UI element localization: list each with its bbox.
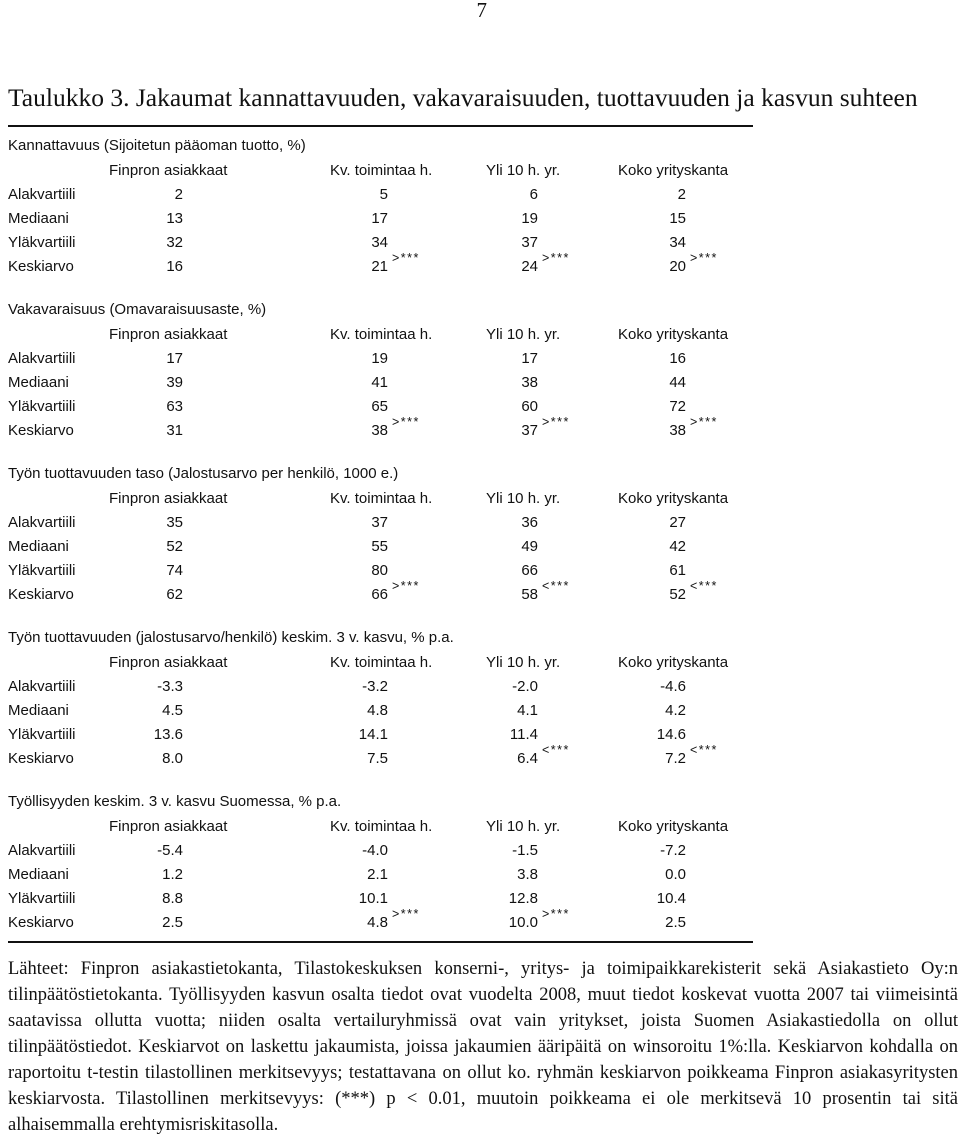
row-label: Alakvartiili bbox=[8, 186, 76, 203]
significance-marker: >*** bbox=[392, 251, 420, 265]
table-cell: 4.8 bbox=[367, 702, 388, 719]
table-cell: 4.5 bbox=[162, 702, 183, 719]
table-cell: 38 bbox=[521, 374, 538, 391]
table-cell: 2.5 bbox=[162, 914, 183, 931]
table-section bbox=[0, 463, 960, 627]
table-section bbox=[0, 299, 960, 463]
row-label: Alakvartiili bbox=[8, 842, 76, 859]
column-header: Yli 10 h. yr. bbox=[486, 654, 561, 671]
table-cell: 5 bbox=[379, 186, 388, 203]
column-header: Koko yrityskanta bbox=[618, 162, 729, 179]
table-bottom-rule bbox=[8, 941, 753, 943]
table-row bbox=[0, 560, 960, 584]
table-row bbox=[0, 232, 960, 256]
table-cell: 10.4 bbox=[656, 890, 686, 907]
significance-marker: <*** bbox=[690, 579, 718, 593]
table-cell: 10.1 bbox=[358, 890, 388, 907]
table-row bbox=[0, 840, 960, 864]
row-label: Alakvartiili bbox=[8, 514, 76, 531]
table-cell: 16 bbox=[669, 350, 686, 367]
table-cell: -5.4 bbox=[157, 842, 183, 859]
table-cell: 66 bbox=[371, 586, 388, 603]
table-row bbox=[0, 864, 960, 888]
table-row bbox=[0, 372, 960, 396]
table-cell: 63 bbox=[166, 398, 183, 415]
section-title: Työllisyyden keskim. 3 v. kasvu Suomessa, % p.a. bbox=[8, 793, 342, 810]
table-section bbox=[0, 627, 960, 791]
table-cell: 20 bbox=[669, 258, 686, 275]
table-cell: 44 bbox=[669, 374, 686, 391]
row-label: Alakvartiili bbox=[8, 678, 76, 695]
row-label: Keskiarvo bbox=[8, 422, 74, 439]
table-cell: 21 bbox=[371, 258, 388, 275]
table-cell: 7.2 bbox=[665, 750, 686, 767]
table-cell: -4.0 bbox=[362, 842, 388, 859]
table-cell: 38 bbox=[669, 422, 686, 439]
significance-marker: >*** bbox=[690, 251, 718, 265]
section-title: Kannattavuus (Sijoitetun pääoman tuotto, %) bbox=[8, 137, 306, 154]
table-row bbox=[0, 676, 960, 700]
significance-marker: >*** bbox=[392, 415, 420, 429]
significance-marker: >*** bbox=[542, 415, 570, 429]
table-row bbox=[0, 348, 960, 372]
row-label: Alakvartiili bbox=[8, 350, 76, 367]
section-title: Työn tuottavuuden taso (Jalostusarvo per henkilö, 1000 e.) bbox=[8, 465, 399, 482]
table-cell: -1.5 bbox=[512, 842, 538, 859]
table-row bbox=[0, 536, 960, 560]
row-label: Keskiarvo bbox=[8, 258, 74, 275]
table-cell: -7.2 bbox=[660, 842, 686, 859]
table-cell: 19 bbox=[521, 210, 538, 227]
table-row bbox=[0, 512, 960, 536]
table-cell: -4.6 bbox=[660, 678, 686, 695]
table-section bbox=[0, 135, 960, 299]
table-cell: 72 bbox=[669, 398, 686, 415]
table-row bbox=[0, 208, 960, 232]
table-row bbox=[0, 888, 960, 912]
table-cell: 27 bbox=[669, 514, 686, 531]
table-cell: 34 bbox=[669, 234, 686, 251]
table-cell: 13.6 bbox=[153, 726, 183, 743]
column-header: Finpron asiakkaat bbox=[109, 490, 228, 507]
significance-marker: >*** bbox=[392, 579, 420, 593]
table-cell: 2.1 bbox=[367, 866, 388, 883]
table-cell: 8.0 bbox=[162, 750, 183, 767]
significance-marker: >*** bbox=[542, 907, 570, 921]
table-cell: 17 bbox=[521, 350, 538, 367]
table-cell: 35 bbox=[166, 514, 183, 531]
row-label: Mediaani bbox=[8, 702, 69, 719]
table-cell: 14.1 bbox=[358, 726, 388, 743]
column-header: Koko yrityskanta bbox=[618, 818, 729, 835]
table-cell: 62 bbox=[166, 586, 183, 603]
row-label: Keskiarvo bbox=[8, 914, 74, 931]
row-label: Keskiarvo bbox=[8, 586, 74, 603]
table-cell: 32 bbox=[166, 234, 183, 251]
column-header: Kv. toimintaa h. bbox=[330, 162, 433, 179]
table-cell: 17 bbox=[166, 350, 183, 367]
column-header: Koko yrityskanta bbox=[618, 654, 729, 671]
row-label: Keskiarvo bbox=[8, 750, 74, 767]
table-cell: 52 bbox=[166, 538, 183, 555]
table-cell: 3.8 bbox=[517, 866, 538, 883]
table-cell: 39 bbox=[166, 374, 183, 391]
column-header: Koko yrityskanta bbox=[618, 490, 729, 507]
table-cell: 41 bbox=[371, 374, 388, 391]
section-title: Työn tuottavuuden (jalostusarvo/henkilö) keskim. 3 v. kasvu, % p.a. bbox=[8, 629, 454, 646]
table-cell: 16 bbox=[166, 258, 183, 275]
table-cell: 37 bbox=[521, 422, 538, 439]
table-cell: 4.8 bbox=[367, 914, 388, 931]
table-cell: 37 bbox=[521, 234, 538, 251]
column-header: Finpron asiakkaat bbox=[109, 654, 228, 671]
table-cell: 65 bbox=[371, 398, 388, 415]
table-cell: 11.4 bbox=[509, 726, 538, 743]
table-row bbox=[0, 907, 960, 936]
significance-marker: >*** bbox=[690, 415, 718, 429]
row-label: Yläkvartiili bbox=[8, 890, 76, 907]
source-footnote: Lähteet: Finpron asiakastietokanta, Tilastokeskuksen konserni-, yritys- ja toimipaikkarekisterit sekä Asiakastieto Oy:n tilinpäätöstietokanta. Työllisyyden kasvun osalta tiedot ovat vuodelta 2008, muut tiedot koskevat vuotta 2007 tai viimeisintä saatavissa ollutta vuotta; niiden osalta vertailuryhmissä ovat vain yritykset, joista Suomen Asiakastiedolla on ollut tilinpäätöstiedot. Keskiarvot on laskettu jakaumista, joissa jakaumien ääripäitä on winsoroitu 1%:lla. Keskiarvon kohdalla on raportoitu t-testin tilastollinen merkitsevyys; testattavana on ollut ko. ryhmän keskiarvon poikkeama Finpron asiakasyritysten keskiarvosta. Tilastollinen merkitsevyys: (***) p < 0.01, muutoin poikkeama ei ole merkitsevä 10 prosentin tai sitä alhaisemmalla erehtymisriskitasolla. bbox=[8, 959, 958, 1135]
table-cell: -2.0 bbox=[512, 678, 538, 695]
table-cell: 12.8 bbox=[508, 890, 538, 907]
table-cell: 10.0 bbox=[508, 914, 538, 931]
significance-marker: >*** bbox=[392, 907, 420, 921]
table-cell: 0.0 bbox=[665, 866, 686, 883]
page-title: Taulukko 3. Jakaumat kannattavuuden, vakavaraisuuden, tuottavuuden ja kasvun suhteen bbox=[8, 83, 918, 112]
column-header: Finpron asiakkaat bbox=[109, 162, 228, 179]
table-row bbox=[0, 700, 960, 724]
table-row bbox=[0, 579, 960, 608]
table-row bbox=[0, 415, 960, 444]
table-cell: 52 bbox=[669, 586, 686, 603]
table-cell: 8.8 bbox=[162, 890, 183, 907]
table-cell: 2 bbox=[677, 186, 686, 203]
section-title: Vakavaraisuus (Omavaraisuusaste, %) bbox=[8, 301, 267, 318]
column-header: Kv. toimintaa h. bbox=[330, 326, 433, 343]
column-header: Finpron asiakkaat bbox=[109, 818, 228, 835]
column-header: Kv. toimintaa h. bbox=[330, 490, 433, 507]
table-row bbox=[0, 251, 960, 280]
table-cell: 2 bbox=[174, 186, 183, 203]
table-cell: 13 bbox=[166, 210, 183, 227]
row-label: Yläkvartiili bbox=[8, 234, 76, 251]
column-header: Yli 10 h. yr. bbox=[486, 818, 561, 835]
column-header: Kv. toimintaa h. bbox=[330, 654, 433, 671]
table-row bbox=[0, 184, 960, 208]
column-header: Koko yrityskanta bbox=[618, 326, 729, 343]
table-cell: 66 bbox=[521, 562, 538, 579]
row-label: Mediaani bbox=[8, 866, 69, 883]
row-label: Mediaani bbox=[8, 210, 69, 227]
page-number: 7 bbox=[476, 0, 487, 22]
table-cell: 15 bbox=[669, 210, 686, 227]
table-cell: 4.2 bbox=[665, 702, 686, 719]
table-cell: 2.5 bbox=[665, 914, 686, 931]
table-cell: 14.6 bbox=[656, 726, 686, 743]
row-label: Yläkvartiili bbox=[8, 562, 76, 579]
table-cell: 61 bbox=[669, 562, 686, 579]
table-cell: 7.5 bbox=[367, 750, 388, 767]
table-cell: 17 bbox=[371, 210, 388, 227]
table-cell: 58 bbox=[521, 586, 538, 603]
table-cell: 55 bbox=[371, 538, 388, 555]
table-cell: 31 bbox=[166, 422, 183, 439]
significance-marker: <*** bbox=[542, 743, 570, 757]
row-label: Mediaani bbox=[8, 538, 69, 555]
row-label: Mediaani bbox=[8, 374, 69, 391]
table-cell: 6.4 bbox=[517, 750, 538, 767]
table-cell: 49 bbox=[521, 538, 538, 555]
column-header: Finpron asiakkaat bbox=[109, 326, 228, 343]
significance-marker: <*** bbox=[690, 743, 718, 757]
table-cell: 34 bbox=[371, 234, 388, 251]
table-row bbox=[0, 724, 960, 748]
column-header: Yli 10 h. yr. bbox=[486, 490, 561, 507]
table-cell: 74 bbox=[166, 562, 183, 579]
table-cell: 38 bbox=[371, 422, 388, 439]
table-cell: 37 bbox=[371, 514, 388, 531]
table-cell: 1.2 bbox=[162, 866, 183, 883]
table-cell: 4.1 bbox=[517, 702, 538, 719]
table-body bbox=[0, 135, 960, 955]
table-row bbox=[0, 743, 960, 772]
table-cell: 24 bbox=[521, 258, 538, 275]
table-cell: 36 bbox=[521, 514, 538, 531]
table-cell: -3.2 bbox=[362, 678, 388, 695]
table-section bbox=[0, 791, 960, 955]
column-header: Kv. toimintaa h. bbox=[330, 818, 433, 835]
table-top-rule bbox=[8, 125, 753, 127]
significance-marker: <*** bbox=[542, 579, 570, 593]
significance-marker: >*** bbox=[542, 251, 570, 265]
table-cell: 6 bbox=[529, 186, 538, 203]
column-header: Yli 10 h. yr. bbox=[486, 326, 561, 343]
row-label: Yläkvartiili bbox=[8, 726, 76, 743]
table-cell: 19 bbox=[371, 350, 388, 367]
table-cell: 60 bbox=[521, 398, 538, 415]
table-cell: 80 bbox=[371, 562, 388, 579]
table-row bbox=[0, 396, 960, 420]
column-header: Yli 10 h. yr. bbox=[486, 162, 561, 179]
row-label: Yläkvartiili bbox=[8, 398, 76, 415]
table-cell: -3.3 bbox=[157, 678, 183, 695]
table-cell: 42 bbox=[669, 538, 686, 555]
